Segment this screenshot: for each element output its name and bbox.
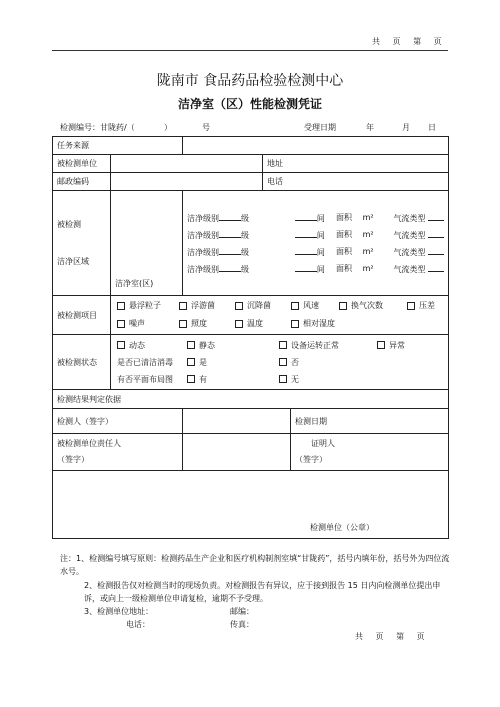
postcode-label: 邮政编码 <box>53 173 111 191</box>
clean-area-label <box>53 191 111 296</box>
note-3-postcode: 邮编： <box>230 607 254 616</box>
row-tested-unit <box>53 155 449 173</box>
room-unit: 间 <box>316 230 325 240</box>
airflow-blank[interactable] <box>428 263 444 272</box>
test-items-label: 被检测项目 <box>53 296 111 335</box>
room-blank[interactable] <box>295 229 317 238</box>
clean-grade-label: 洁净级别 <box>187 230 219 240</box>
grade-unit: 级 <box>241 213 249 223</box>
clean-grade-grid <box>183 209 448 277</box>
responsible-label-line1: 被检测单位责任人 <box>57 439 121 448</box>
area-label: 面积 <box>336 247 353 256</box>
task-source-label: 任务来源 <box>53 137 183 155</box>
row-test-state <box>53 335 449 390</box>
postcode-value[interactable] <box>111 173 263 191</box>
item-checkbox[interactable]: 温度 <box>235 315 291 333</box>
row-tester <box>53 409 449 434</box>
test-date-label: 检测日期 <box>295 416 327 426</box>
state-row1 <box>117 337 444 354</box>
clean-grade-row <box>183 260 448 277</box>
item-checkbox[interactable]: 沉降菌 <box>235 297 291 315</box>
clean-grade-label: 洁净级别 <box>187 264 219 274</box>
note-2: 2、检测报告仅对检测当时的现场负责。对检测报告有异议，应于接到报告 15 日内向检测单位提出申诉，或向上一级检测单位申请复检，逾期不予受理。 <box>84 581 441 603</box>
responsible-value[interactable] <box>183 434 291 471</box>
state-checkbox[interactable]: 设备运转正常 <box>279 337 377 354</box>
state-checkbox[interactable]: 动态 <box>117 337 187 354</box>
address-label: 地址 <box>267 159 283 168</box>
clean-area-label-line2: 洁净区域 <box>57 257 89 266</box>
test-number-label: 检测编号：甘陇药/（ <box>60 123 135 132</box>
layout-none-checkbox[interactable]: 无 <box>279 371 299 388</box>
test-number-close: ） <box>164 123 172 132</box>
grade-blank[interactable] <box>219 246 241 255</box>
room-blank[interactable] <box>295 246 317 255</box>
row-clean-area <box>53 191 449 296</box>
airflow-label: 气流类型 <box>393 264 426 274</box>
grade-unit: 级 <box>241 247 249 257</box>
clean-area-details <box>183 191 449 296</box>
row-postcode <box>53 173 449 191</box>
basis-cell[interactable] <box>53 390 449 409</box>
header-page-indicator: 共 页 第 页 <box>372 37 442 46</box>
tested-unit-value[interactable] <box>111 155 263 173</box>
responsible-label-line2: （签字） <box>57 455 89 464</box>
header-divider <box>52 50 448 51</box>
note-3-phone: 电话： <box>126 620 150 629</box>
witness-label-line2: （签字） <box>295 455 327 464</box>
test-date-cell[interactable] <box>291 409 449 434</box>
phone-cell[interactable] <box>263 173 449 191</box>
room-unit: 间 <box>316 213 325 223</box>
clean-room-cell[interactable] <box>111 191 183 296</box>
note-3-address: 3、检测单位地址： <box>84 607 154 616</box>
receive-day: 日 <box>428 123 436 132</box>
test-state-label: 被检测状态 <box>53 335 111 390</box>
airflow-blank[interactable] <box>428 229 444 238</box>
tester-label: 检测人（签字） <box>53 409 183 434</box>
airflow-label: 气流类型 <box>393 230 426 240</box>
phone-label: 电话 <box>267 177 283 186</box>
item-checkbox[interactable]: 换气次数 <box>339 297 407 315</box>
item-checkbox[interactable]: 噪声 <box>117 315 179 333</box>
airflow-label: 气流类型 <box>393 247 426 257</box>
note-1: 注：1、检测编号填写原则：检测药品生产企业和医疗机构制剂室填“甘陇药”，括号内填年份，括号外为四位流水号。 <box>60 554 450 576</box>
receive-month: 月 <box>402 123 410 132</box>
area-label: 面积 <box>336 230 353 239</box>
row-test-items <box>53 296 449 335</box>
item-checkbox[interactable]: 悬浮粒子 <box>117 297 179 315</box>
clean-grade-label: 洁净级别 <box>187 213 219 223</box>
disinfect-label: 是否已清洁消毒 <box>117 357 173 367</box>
layout-have-checkbox[interactable]: 有 <box>187 371 279 388</box>
row-task-source <box>53 137 449 155</box>
state-checkbox[interactable]: 异常 <box>377 337 405 354</box>
receive-date-label: 受理日期 <box>304 123 336 132</box>
basis-label: 检测结果判定依据 <box>57 394 121 404</box>
airflow-blank[interactable] <box>428 212 444 221</box>
test-items-row1 <box>117 297 444 315</box>
disinfect-yes-checkbox[interactable]: 是 <box>187 354 279 371</box>
clean-grade-row <box>183 209 448 226</box>
disinfect-no-checkbox[interactable]: 否 <box>279 354 299 371</box>
receive-year: 年 <box>366 123 374 132</box>
clean-grade-row <box>183 243 448 260</box>
state-row2 <box>117 354 444 371</box>
room-unit: 间 <box>316 247 325 257</box>
item-checkbox[interactable]: 浮游菌 <box>179 297 235 315</box>
task-source-value[interactable] <box>183 137 449 155</box>
grade-blank[interactable] <box>219 263 241 272</box>
grade-blank[interactable] <box>219 212 241 221</box>
clean-area-label-line1: 被检测 <box>57 220 81 229</box>
test-state-options <box>111 335 449 390</box>
state-checkbox[interactable]: 静态 <box>187 337 279 354</box>
area-unit: m² <box>362 230 374 239</box>
area-label: 面积 <box>336 264 353 273</box>
test-items-options <box>111 296 449 335</box>
area-label: 面积 <box>336 213 353 222</box>
witness-cell[interactable] <box>291 434 449 471</box>
row-responsible <box>53 434 449 471</box>
address-cell[interactable] <box>263 155 449 173</box>
note-3-fax: 传真： <box>230 620 254 629</box>
witness-label-line1: 证明人 <box>311 439 335 448</box>
airflow-blank[interactable] <box>428 246 444 255</box>
inspection-form-table <box>52 136 449 539</box>
area-unit: m² <box>362 264 374 273</box>
item-checkbox[interactable]: 压差 <box>407 297 435 315</box>
page-subtitle: 洁净室（区）性能检测凭证 <box>177 97 322 111</box>
clean-grade-row <box>183 226 448 243</box>
grade-unit: 级 <box>241 230 249 240</box>
room-blank[interactable] <box>295 263 317 272</box>
seal-cell[interactable] <box>53 471 449 539</box>
clean-grade-label: 洁净级别 <box>187 247 219 257</box>
item-checkbox[interactable]: 照度 <box>179 315 235 333</box>
room-unit: 间 <box>316 264 325 274</box>
room-blank[interactable] <box>295 212 317 221</box>
seal-label: 检测单位（公章） <box>310 523 374 532</box>
row-seal <box>53 471 449 539</box>
item-checkbox[interactable]: 风速 <box>291 297 339 315</box>
test-items-row2 <box>117 315 444 333</box>
page-title: 陇南市 食品药品检验检测中心 <box>156 73 344 89</box>
grade-unit: 级 <box>241 264 249 274</box>
layout-label: 有否平面布局图 <box>117 374 173 384</box>
grade-blank[interactable] <box>219 229 241 238</box>
area-unit: m² <box>362 213 374 222</box>
airflow-label: 气流类型 <box>393 213 426 223</box>
clean-room-label: 洁净室(区) <box>115 279 154 288</box>
state-row3 <box>117 371 444 388</box>
footer-page-indicator: 共 页 第 页 <box>355 632 425 641</box>
tester-value[interactable] <box>183 409 291 434</box>
area-unit: m² <box>362 247 374 256</box>
row-basis <box>53 390 449 409</box>
tested-unit-label: 被检测单位 <box>53 155 111 173</box>
item-checkbox[interactable]: 相对湿度 <box>291 315 335 333</box>
responsible-label <box>53 434 183 471</box>
test-number-hao: 号 <box>202 123 210 132</box>
